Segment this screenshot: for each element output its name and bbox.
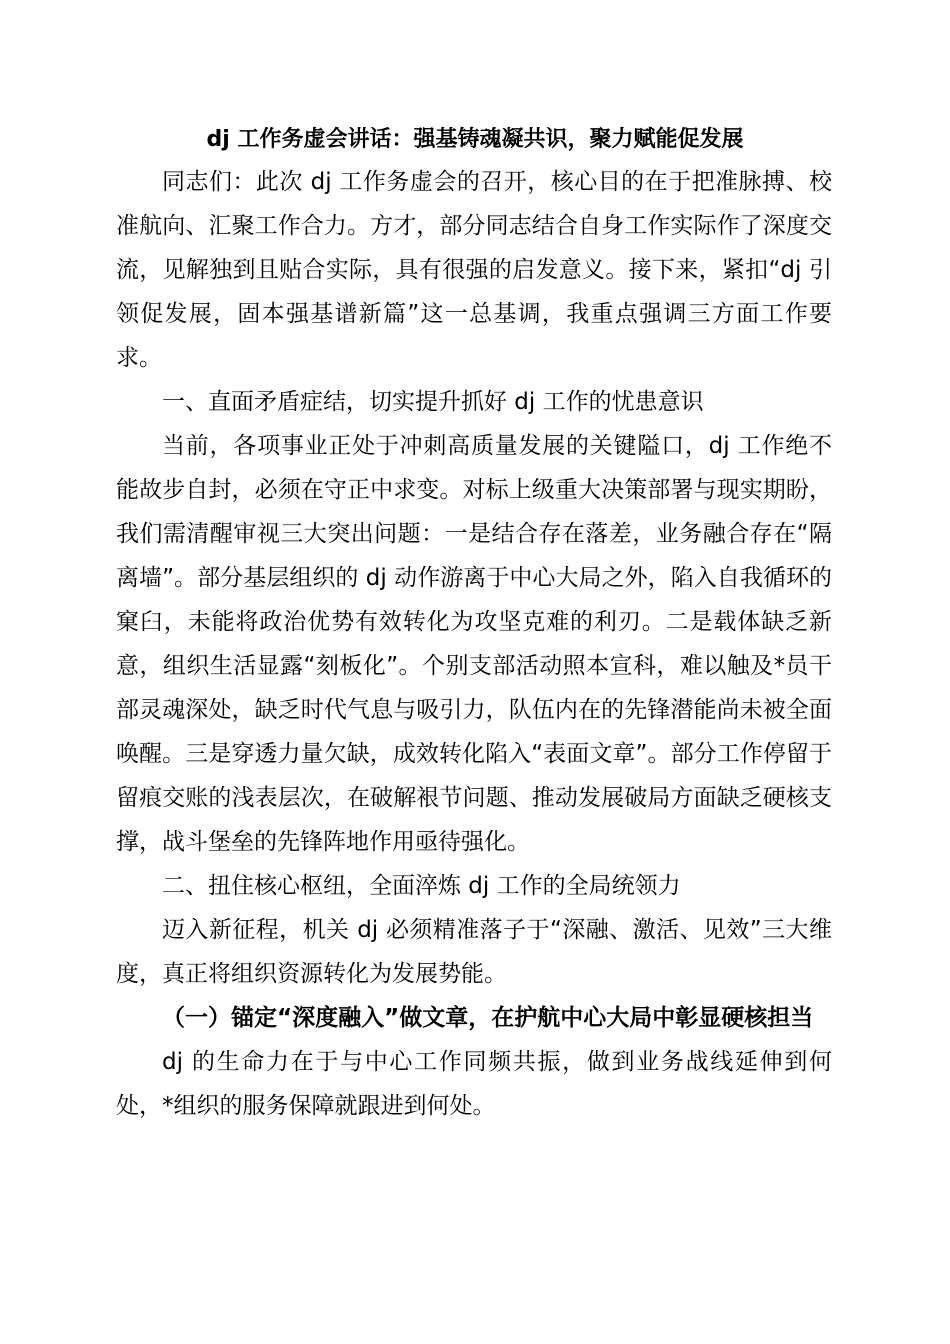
document-body	[116, 160, 832, 1128]
subsection-1-paragraph: dj 的生命力在于与中心工作同频共振，做到业务战线延伸到何处，*组织的服务保障就跟进到何处。	[116, 1049, 832, 1119]
section-heading-2: 二、扭住核心枢纽，全面淬炼 dj 工作的全局统领力	[162, 873, 681, 899]
opening-paragraph: 同志们：此次 dj 工作务虚会的召开，核心目的在于把准脉搏、校准航向、汇聚工作合力。方才，部分同志结合自身工作实际作了深度交流，见解独到且贴合实际，具有很强的启发意义。接下来，紧扣“dj 引领促发展，固本强基谱新篇”这一总基调，我重点强调三方面工作要求。	[116, 169, 832, 371]
section-1-paragraph: 当前，各项事业正处于冲刺高质量发展的关键隘口，dj 工作绝不能故步自封，必须在守正中求变。对标上级重大决策部署与现实期盼，我们需清醒审视三大突出问题：一是结合存在落差，业务融合存在“隔离墙”。部分基层组织的 dj 动作游离于中心大局之外，陷入自我循环的窠臼，未能将政治优势有效转化为攻坚克难的利刃。二是载体缺乏新意，组织生活显露“刻板化”。个别支部活动照本宣科，难以触及*员干部灵魂深处，缺乏时代气息与吸引力，队伍内在的先锋潜能尚未被全面唤醒。三是穿透力量欠缺，成效转化陷入“表面文章”。部分工作停留于留痕交账的浅表层次，在破解裉节问题、推动发展破局方面缺乏硬核支撑，战斗堡垒的先锋阵地作用亟待强化。	[116, 433, 832, 855]
section-heading-1: 一、直面矛盾症结，切实提升抓好 dj 工作的忧患意识	[162, 389, 704, 415]
document-title: dj 工作务虚会讲话：强基铸魂凝共识，聚力赋能促发展	[206, 127, 744, 152]
section-2-paragraph: 迈入新征程，机关 dj 必须精准落子于“深融、激活、见效”三大维度，真正将组织资源转化为发展势能。	[116, 917, 832, 987]
subsection-heading-1: （一）锚定“深度融入”做文章，在护航中心大局中彰显硬核担当	[162, 1005, 814, 1031]
